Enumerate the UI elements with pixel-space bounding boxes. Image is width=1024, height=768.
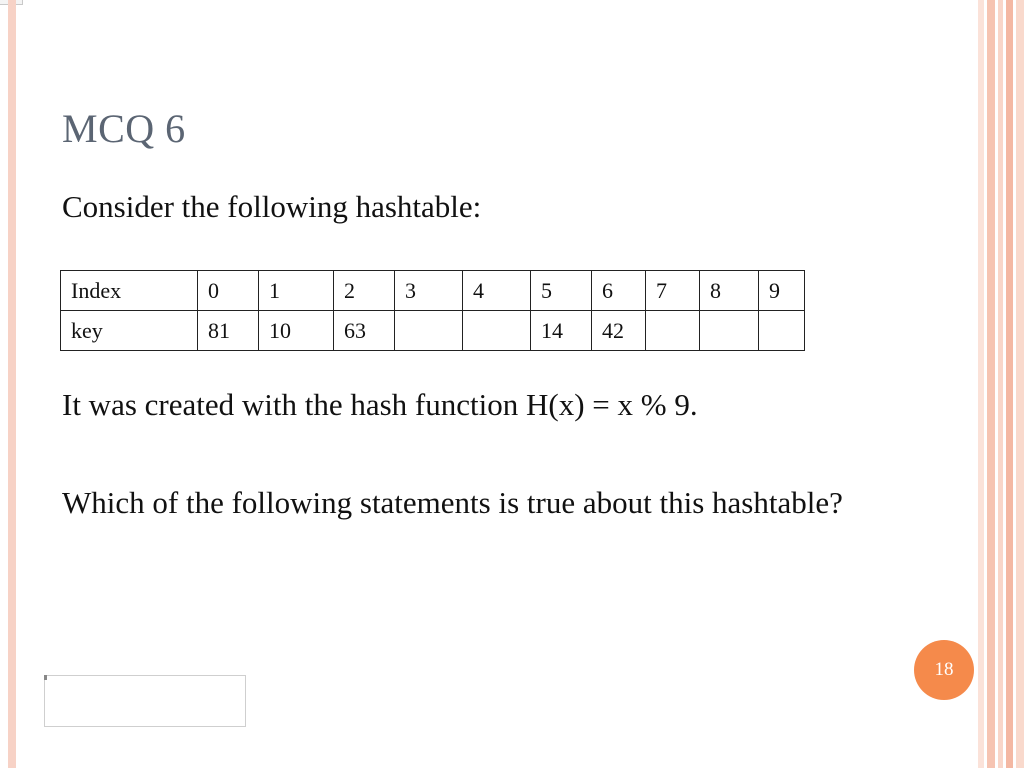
table-cell: 63 [334,311,395,351]
right-decorative-stripe [1006,0,1013,768]
table-cell: 81 [198,311,259,351]
table-cell: 14 [531,311,592,351]
footer-placeholder-mark [44,675,47,680]
table-row-header: Index [61,271,198,311]
table-cell [395,311,463,351]
right-decorative-stripe [978,0,984,768]
table-row [61,311,805,351]
footer-placeholder-box [44,675,246,727]
table-cell: 4 [463,271,531,311]
table-cell [463,311,531,351]
intro-text: Consider the following hashtable: [62,189,482,224]
table-cell: 8 [700,271,759,311]
left-decorative-stripe [8,0,16,768]
right-decorative-stripe [1016,0,1024,768]
table-row-header: key [61,311,198,351]
right-decorative-stripe [998,0,1003,768]
hash-function-text: It was created with the hash function H(x) = x % 9. [62,387,698,422]
table-cell [646,311,700,351]
question-text: Which of the following statements is true about this hashtable? [62,485,843,520]
table-cell: 1 [259,271,334,311]
table-cell: 42 [592,311,646,351]
page-number-badge [914,640,974,700]
hashtable [60,270,805,351]
table-cell: 7 [646,271,700,311]
table-cell: 9 [759,271,805,311]
right-decorative-stripe [987,0,995,768]
table-cell [700,311,759,351]
table-cell: 3 [395,271,463,311]
table-cell: 10 [259,311,334,351]
page-number: 18 [934,659,954,680]
table-row [61,271,805,311]
slide-title: MCQ 6 [62,106,186,151]
table-cell: 5 [531,271,592,311]
table-cell [759,311,805,351]
table-cell: 6 [592,271,646,311]
table-cell: 2 [334,271,395,311]
table-cell: 0 [198,271,259,311]
